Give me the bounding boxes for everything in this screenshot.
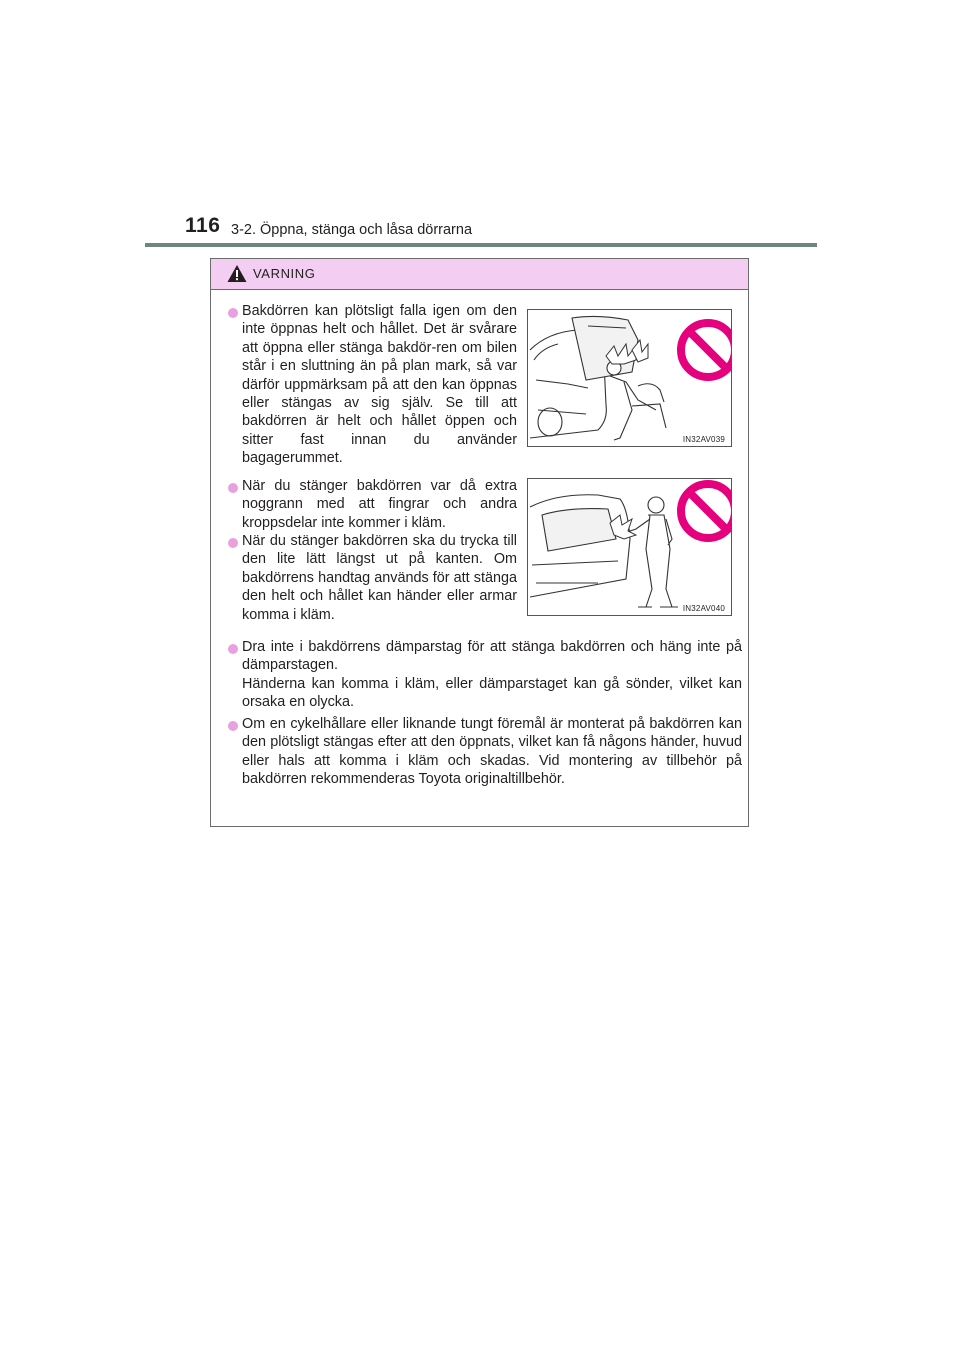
warning-item-5: Om en cykelhållare eller liknande tungt föremål är monterat på bakdörren kan den plötsligt stängas efter att den öppnats, vilket kan få någons händer, huvud eller hals att komma i kläm och skadas. Vid montering av tillbehör på bakdörren rekommenderas Toyota originaltillbehör. — [242, 716, 742, 788]
header-rule — [145, 243, 817, 247]
bullet-icon — [228, 721, 238, 731]
warning-item-4-line-1: Dra inte i bakdörrens dämparstag för att stänga bakdörren och häng inte på dämparstagen. — [242, 639, 742, 674]
bullet-icon — [228, 308, 238, 318]
warning-item-4-line-2: Händerna kan komma i kläm, eller dämparstaget kan gå sönder, vilket kan orsaka en olycka. — [242, 675, 742, 711]
warning-triangle-icon — [227, 264, 247, 283]
warning-item-1: Bakdörren kan plötsligt falla igen om den inte öppnas helt och hållet. Det är svårare att öppna eller stänga bakdör-ren om bilen står i en sluttning än på plan mark, så var därför uppmärksam på att den kan öppnas eller stängas av sig själv. Se till att bakdörren är helt och hållet öppen och sitter fast innan du använder bagagerummet. — [242, 303, 517, 467]
figure-tailgate-closing — [527, 478, 732, 616]
warning-label: VARNING — [253, 266, 316, 281]
bullet-icon — [228, 644, 238, 654]
figure-tailgate-falling — [527, 309, 732, 447]
warning-item-3: När du stänger bakdörren ska du trycka till den lite lätt längst ut på kanten. Om bakdörrens handtag används för att stänga den helt och hållet kan händer eller armar komma i kläm. — [242, 533, 517, 623]
tailgate-closing-illustration — [528, 479, 732, 616]
page-number: 116 — [185, 214, 221, 237]
figure-code: IN32AV040 — [682, 604, 725, 613]
tailgate-falling-illustration — [528, 310, 732, 447]
warning-box — [210, 258, 749, 827]
figure-code: IN32AV039 — [682, 435, 725, 444]
warning-item-4 — [242, 638, 742, 712]
warning-item-2: När du stänger bakdörren var då extra noggrann med att fingrar och andra kroppsdelar inte kommer i kläm. — [242, 478, 517, 531]
bullet-icon — [228, 538, 238, 548]
warning-header — [211, 259, 748, 290]
section-title: 3-2. Öppna, stänga och låsa dörrarna — [231, 222, 473, 238]
bullet-icon — [228, 483, 238, 493]
